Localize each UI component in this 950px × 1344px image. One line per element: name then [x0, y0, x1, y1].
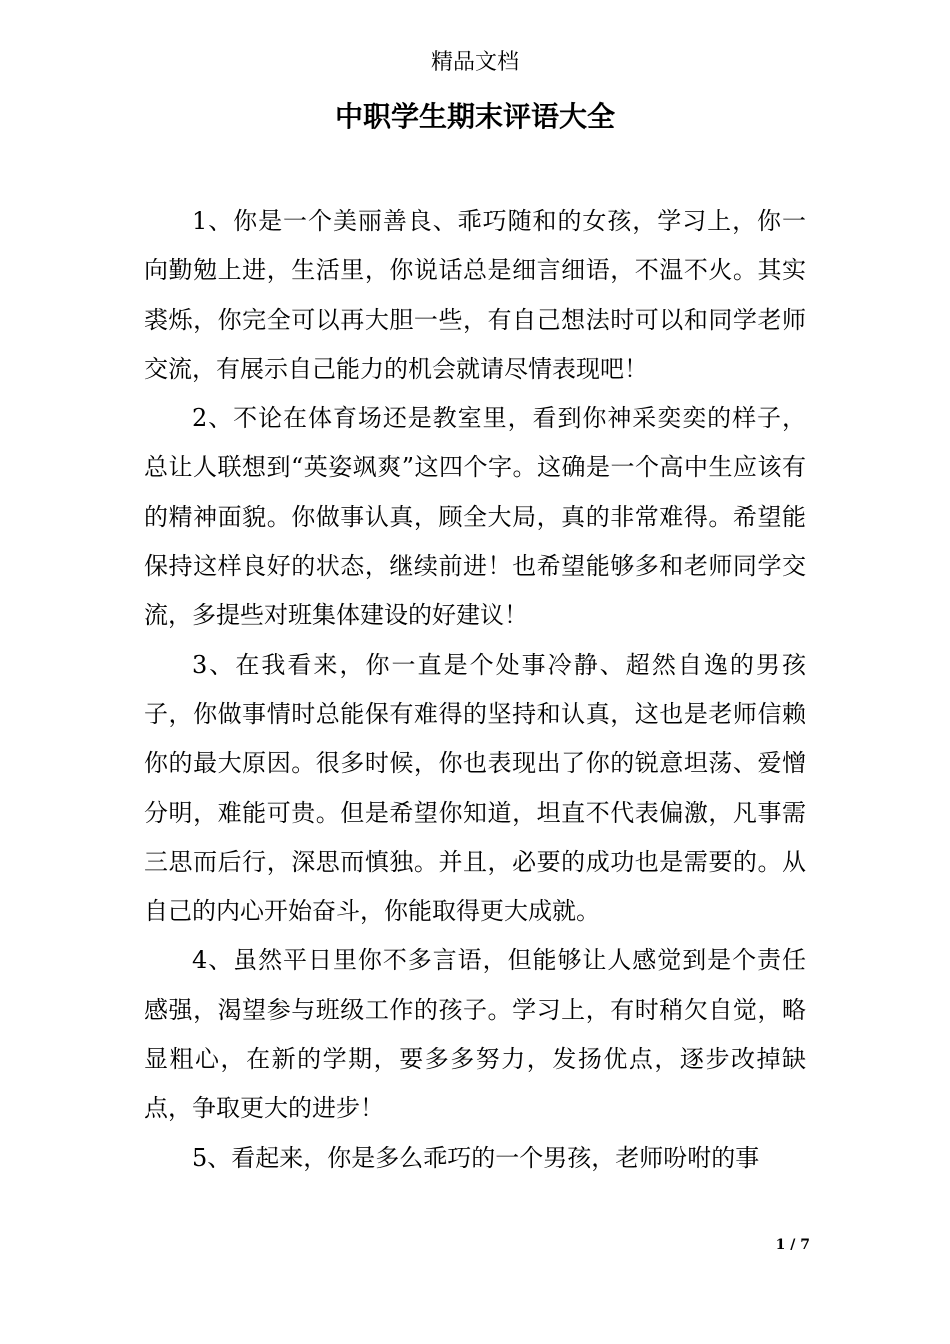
page-header: 精品文档 [430, 50, 519, 75]
page-number: 1 / 7 [775, 1237, 810, 1253]
document-body [144, 197, 806, 1183]
paragraph-5: 5、看起来，你是多么乖巧的一个男孩，老师吩咐的事 [192, 1143, 760, 1172]
paragraph-2: 2、不论在体育场还是教室里，看到你神采奕奕的样子，总让人联想到“英姿飒爽”这四个字。这确是一个高中生应该有的精神面貌。你做事认真，顾全大局，真的非常难得。希望能保持这样良好的状态，继续前进！也希望能够多和老师同学交流，多提些对班集体建设的好建议！ [144, 404, 806, 630]
document-title: 中职学生期末评语大全 [334, 100, 615, 133]
paragraph-1: 1、你是一个美丽善良、乖巧随和的女孩，学习上，你一向勤勉上进，生活里，你说话总是细言细语，不温不火。其实裘烁，你完全可以再大胆一些，有自己想法时可以和同学老师交流，有展示自己能力的机会就请尽情表现吧！ [144, 207, 806, 383]
paragraph-3: 3、在我看来，你一直是个处事冷静、超然自逸的男孩子，你做事情时总能保有难得的坚持和认真，这也是老师信赖你的最大原因。很多时候，你也表现出了你的锐意坦荡、爱憎分明，难能可贵。但是希望你知道，坦直不代表偏激，凡事需三思而后行，深思而慎独。并且，必要的成功也是需要的。从自己的内心开始奋斗，你能取得更大成就。 [144, 650, 806, 926]
paragraph-4: 4、虽然平日里你不多言语，但能够让人感觉到是个责任感强，渴望参与班级工作的孩子。学习上，有时稍欠自觉，略显粗心，在新的学期，要多多努力，发扬优点，逐步改掉缺点，争取更大的进步！ [144, 946, 806, 1123]
